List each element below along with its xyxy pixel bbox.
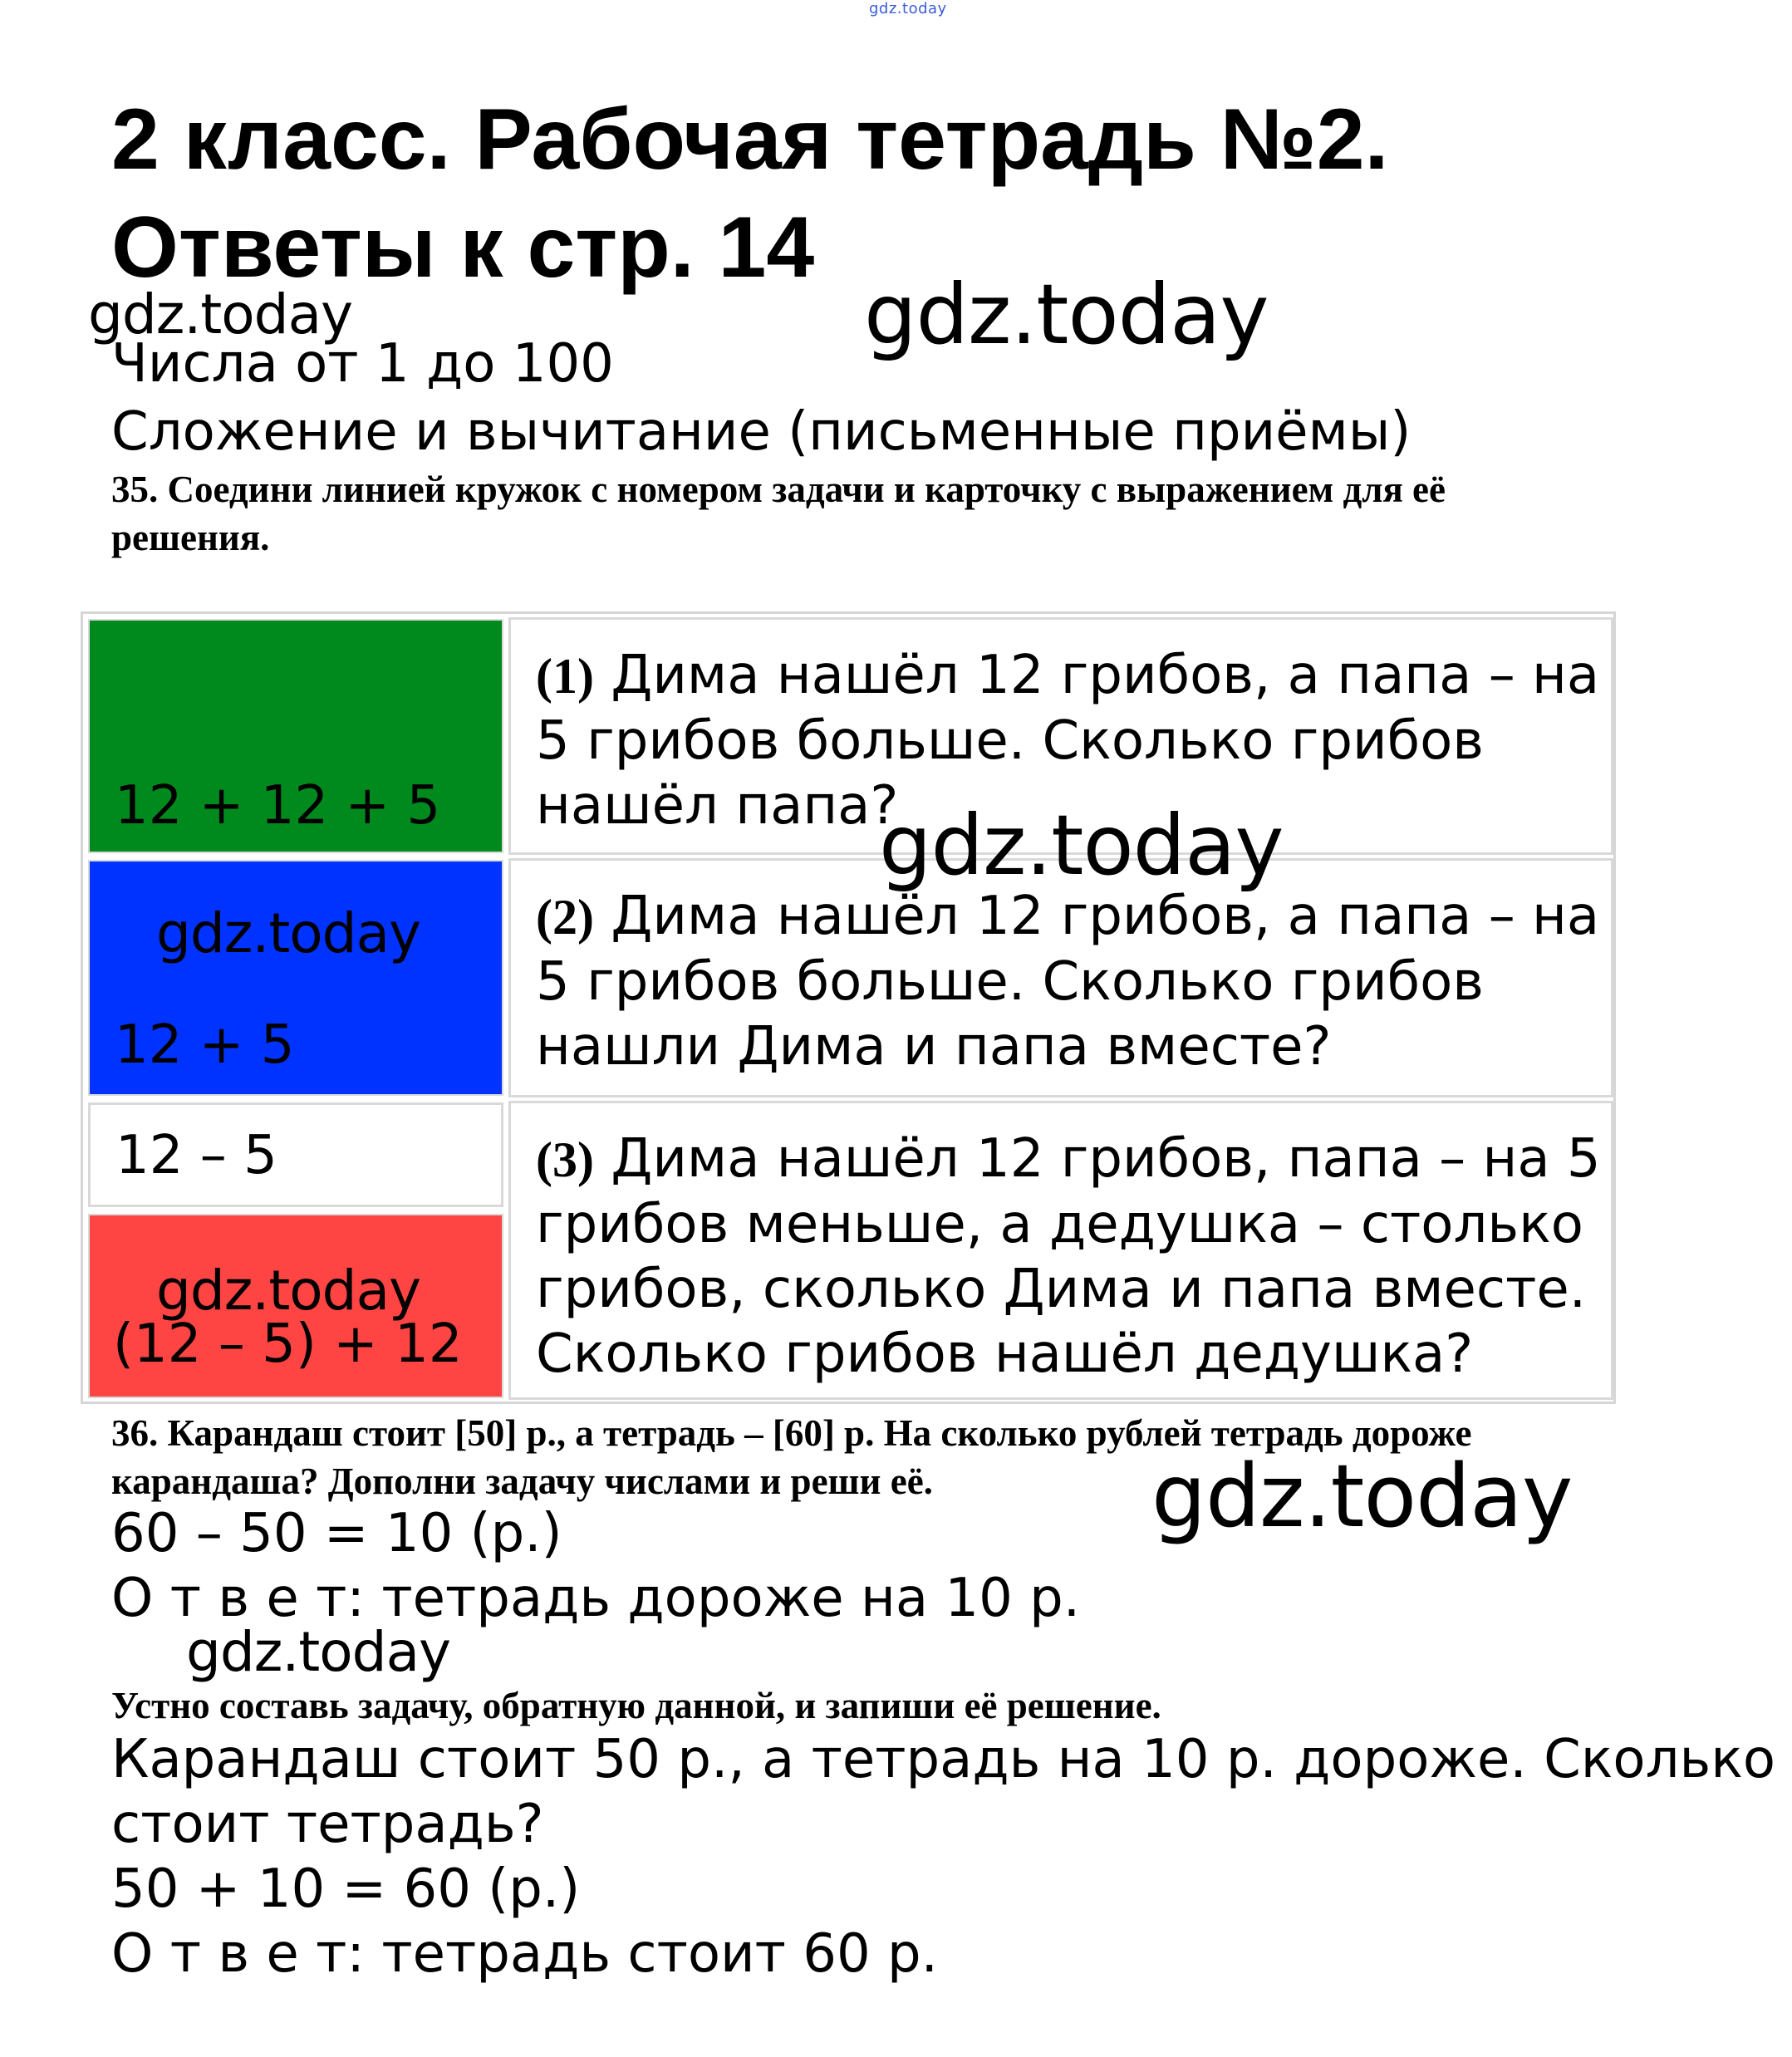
reverse-instruction: Устно составь задачу, обратную данной, и запиши её решение. bbox=[111, 1685, 1161, 1726]
reverse-problem-line2: стоит тетрадь? bbox=[111, 1794, 544, 1855]
topic-line1: Числа от 1 до 100 bbox=[111, 333, 614, 395]
task35-instruction: 35. Соедини линией кружок с номером задачи и карточку с выражением для её решения. bbox=[111, 469, 1446, 558]
watermark: gdz.today bbox=[88, 282, 353, 346]
reverse-problem-line1: Карандаш стоит 50 р., а тетрадь на 10 р. дороже. Сколько bbox=[111, 1729, 1775, 1790]
problem-number: (1) bbox=[536, 649, 594, 704]
watermark: gdz.today bbox=[1151, 1446, 1573, 1547]
page-title-line1: 2 класс. Рабочая тетрадь №2. bbox=[111, 91, 1389, 188]
task36-instruction: 36. Карандаш стоит [50] р., а тетрадь – [60] р. На сколько рублей тетрадь дороже карандаша? Дополни задачу числами и реши её. bbox=[111, 1412, 1472, 1502]
problem-3: (3) Дима нашёл 12 грибов, папа – на 5 грибов меньше, а дедушка – столько грибов, сколько Дима и папа вместе. Сколько грибов нашёл дедушка? bbox=[508, 1101, 1613, 1400]
expression-card-4 bbox=[88, 1214, 503, 1398]
watermark: gdz.today bbox=[879, 797, 1284, 894]
problem-1: (1) Дима нашёл 12 грибов, а папа – на 5 грибов больше. Сколько грибов нашёл папа? bbox=[508, 617, 1613, 855]
expression-text: 12 – 5 bbox=[115, 1125, 277, 1186]
expression-text: 12 + 5 bbox=[115, 1014, 295, 1076]
problem-number: (3) bbox=[536, 1132, 594, 1187]
topic-line2: Сложение и вычитание (письменные приёмы) bbox=[111, 401, 1412, 463]
task36-solution: 60 – 50 = 10 (р.) bbox=[111, 1503, 562, 1564]
problem-number: (2) bbox=[536, 890, 594, 945]
watermark: gdz.today bbox=[156, 901, 421, 965]
expression-card-2 bbox=[88, 860, 503, 1096]
matching-table bbox=[81, 611, 1616, 1404]
watermark: gdz.today bbox=[864, 266, 1269, 363]
expression-text: 12 + 12 + 5 bbox=[115, 775, 441, 837]
expression-card-1 bbox=[88, 619, 503, 853]
page-title-line2: Ответы к стр. 14 bbox=[111, 199, 815, 296]
task36-answer: О т в е т: тетрадь дороже на 10 р. bbox=[111, 1568, 1081, 1629]
watermark: gdz.today bbox=[186, 1620, 451, 1684]
expression-card-3 bbox=[88, 1102, 503, 1207]
problem-2: (2) Дима нашёл 12 грибов, а папа – на 5 грибов больше. Сколько грибов нашли Дима и папа вместе? bbox=[508, 858, 1613, 1097]
reverse-answer: О т в е т: тетрадь стоит 60 р. bbox=[111, 1923, 938, 1985]
expression-text: (12 – 5) + 12 bbox=[113, 1313, 463, 1375]
watermark: gdz.today bbox=[156, 1259, 421, 1323]
top-watermark: gdz.today bbox=[869, 0, 947, 17]
reverse-solution: 50 + 10 = 60 (р.) bbox=[111, 1858, 581, 1920]
